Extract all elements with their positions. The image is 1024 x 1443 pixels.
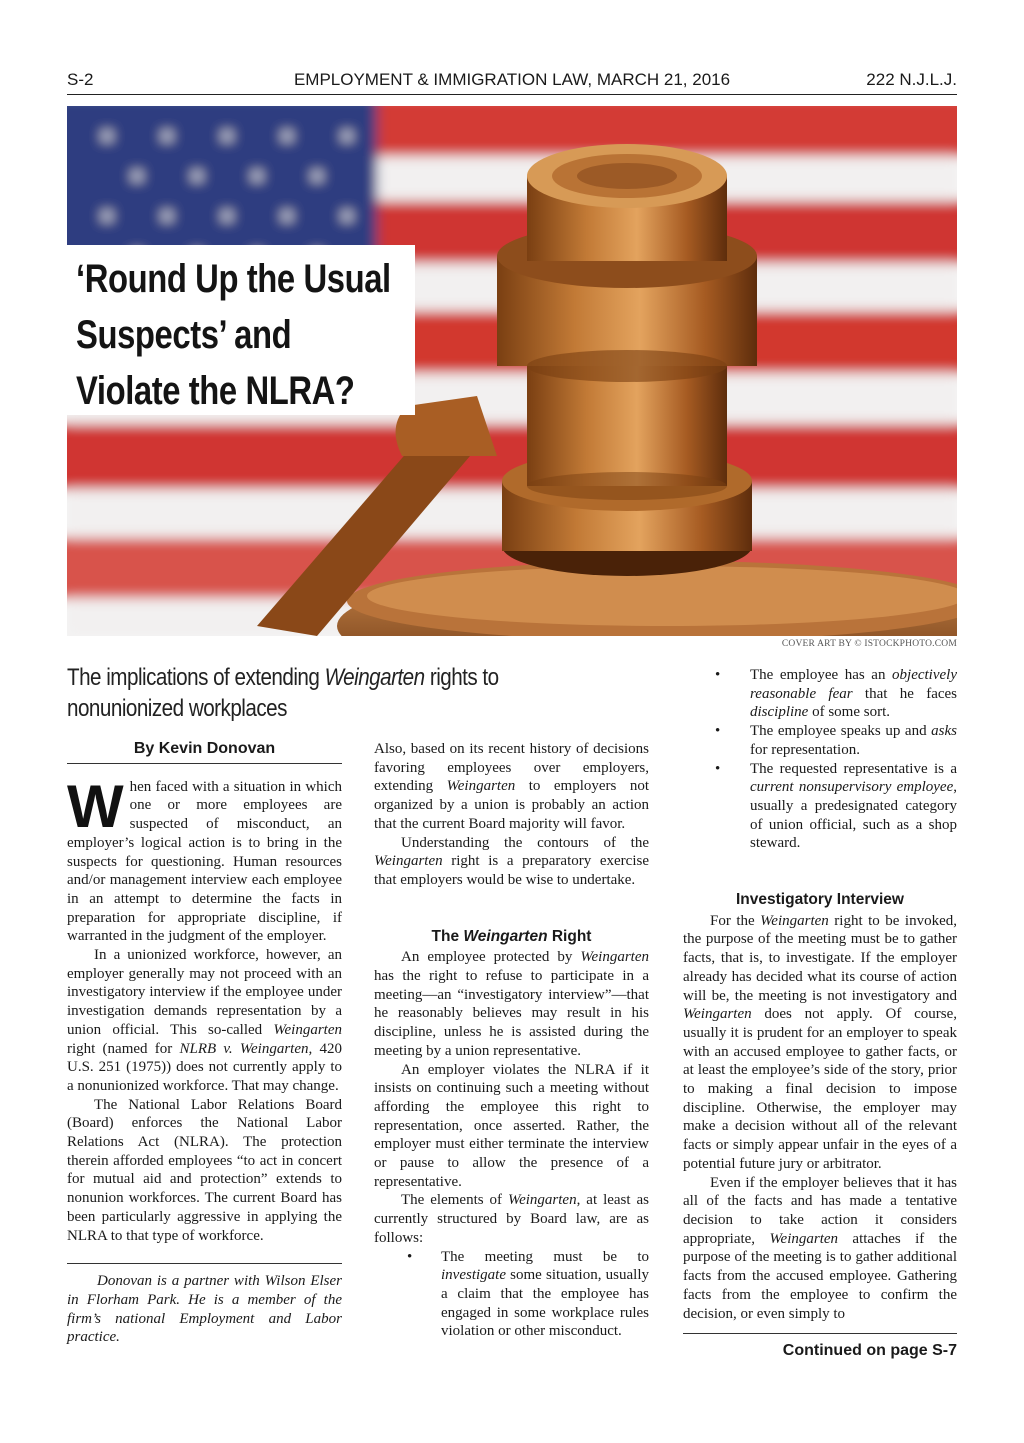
list-item: • The meeting must be to investigate some situation, usually a claim that the employee has engaged in some workplace rules violation or other misconduct. bbox=[407, 1248, 649, 1340]
subhead-line-2: nonunionized workplaces bbox=[67, 695, 287, 722]
headline-line-1: ‘Round Up the Usual bbox=[76, 257, 391, 301]
article-subhead bbox=[67, 662, 507, 724]
column-1 bbox=[67, 740, 342, 1347]
drop-cap: W bbox=[67, 772, 124, 840]
paragraph: In a unionized workforce, however, an employer generally may not proceed with an investigatory interview if the employee under investigation demands representation by a union official. This so-called Weingarten right (named for NLRB v. Weingarten, 420 U.S. 251 (1975)) does not currently apply to a nonunionized workforce. That may change. bbox=[67, 947, 342, 1094]
list-item: • The employee has an objectively reasonable fear that he faces discipline of some sort. bbox=[715, 667, 957, 721]
divider bbox=[683, 1333, 957, 1334]
bullet-icon: • bbox=[715, 760, 721, 777]
paragraph: Also, based on its recent history of decisions favoring employees over employers, extending Weingarten to employers not organized by a union is probably an action that the current Board majority will favor. bbox=[374, 741, 649, 832]
elements-list-continued bbox=[683, 666, 957, 853]
paragraph: When faced with a situation in which one or more employees are suspected of misconduct, an employer’s logical action is to bring in the suspects for questioning. Human resources and/or management interview each employee in an attempt to determine the facts in preparation for appropriate discipline, if warranted in the judgment of the employer. bbox=[67, 772, 342, 945]
section-heading: Investigatory Interview bbox=[736, 891, 904, 909]
continued-link[interactable]: Continued on page S-7 bbox=[782, 1342, 957, 1360]
list-item: • The employee speaks up and asks for representation. bbox=[715, 723, 957, 758]
bullet-icon: • bbox=[407, 1248, 413, 1265]
section-heading: The Weingarten Right bbox=[431, 927, 592, 945]
elements-list bbox=[374, 1248, 649, 1342]
paragraph: Understanding the contours of the Weingarten right is a preparatory exercise that employers would be wise to undertake. bbox=[374, 834, 649, 888]
volume-citation: 222 N.J.L.J. bbox=[866, 70, 957, 89]
author-bio: Donovan is a partner with Wilson Elser in Florham Park. He is a member of the firm’s national Employment and Labor practice. bbox=[67, 1263, 342, 1347]
list-item: • The requested representative is a current nonsupervisory employee, usually a predesignated category of union official, such as a shop steward. bbox=[715, 760, 957, 852]
running-header bbox=[67, 70, 957, 95]
paragraph: An employer violates the NLRA if it insists on continuing such a meeting without affording the employee this right to representation, once asserted. Rather, the employer must either terminate the interview or pause to allow the presence of a representative. bbox=[374, 1061, 649, 1190]
article-headline bbox=[67, 245, 415, 415]
page-number: S-2 bbox=[67, 70, 94, 89]
subhead-line-1: The implications of extending Weingarten rights to bbox=[67, 664, 499, 691]
paragraph: The elements of Weingarten, at least as currently structured by Board law, are as follows: bbox=[374, 1192, 649, 1246]
bullet-icon: • bbox=[715, 667, 721, 683]
paragraph: Even if the employer believes that it has all of the facts and has made a tentative decision to take action it considers appropriate, Weingarten attaches if the purpose of the meeting is to gather additional facts from the accused employee. Gathering facts from the employee to confirm the decision, or even simply to bbox=[683, 1174, 957, 1322]
bullet-icon: • bbox=[715, 723, 721, 740]
paragraph: For the Weingarten right to be invoked, the purpose of the meeting must be to gather facts, that is, to investigate. If the employer already has decided what its course of action will be, the meeting is not investigatory and Weingarten does not apply. Of course, usually it is prudent for an employer to speak with an accused employee to gather facts, or at least the employee’s side of the story, prior to making a final decision to impose discipline. Otherwise, the employer may make a decision without all of the relevant facts or simply appear unfair in the eyes of a potential future jury or arbitrator. bbox=[683, 912, 958, 1172]
byline: By Kevin Donovan bbox=[67, 740, 342, 764]
column-2 bbox=[374, 740, 649, 1341]
headline-line-3: Violate the NLRA? bbox=[76, 369, 355, 413]
paragraph: The National Labor Relations Board (Board) enforces the National Labor Relations Act (NLRA). The protection therein afforded employees “to act in concert for mutual aid and protection” extends to nonunion workforces. The current Board has been particularly aggressive in applying the NLRA to that type of workforce. bbox=[67, 1096, 342, 1244]
paragraph: An employee protected by Weingarten has the right to refuse to participate in a meeting—an “investigatory interview”—that he reasonably believes may result in his discipline, unless he is assisted during the meeting by a union representative. bbox=[374, 949, 649, 1059]
headline-line-2: Suspects’ and bbox=[76, 313, 292, 357]
publication-title: EMPLOYMENT & IMMIGRATION LAW, MARCH 21, 2016 bbox=[293, 70, 731, 89]
image-credit: COVER ART BY © ISTOCKPHOTO.COM bbox=[781, 639, 957, 649]
column-3 bbox=[683, 666, 957, 1361]
